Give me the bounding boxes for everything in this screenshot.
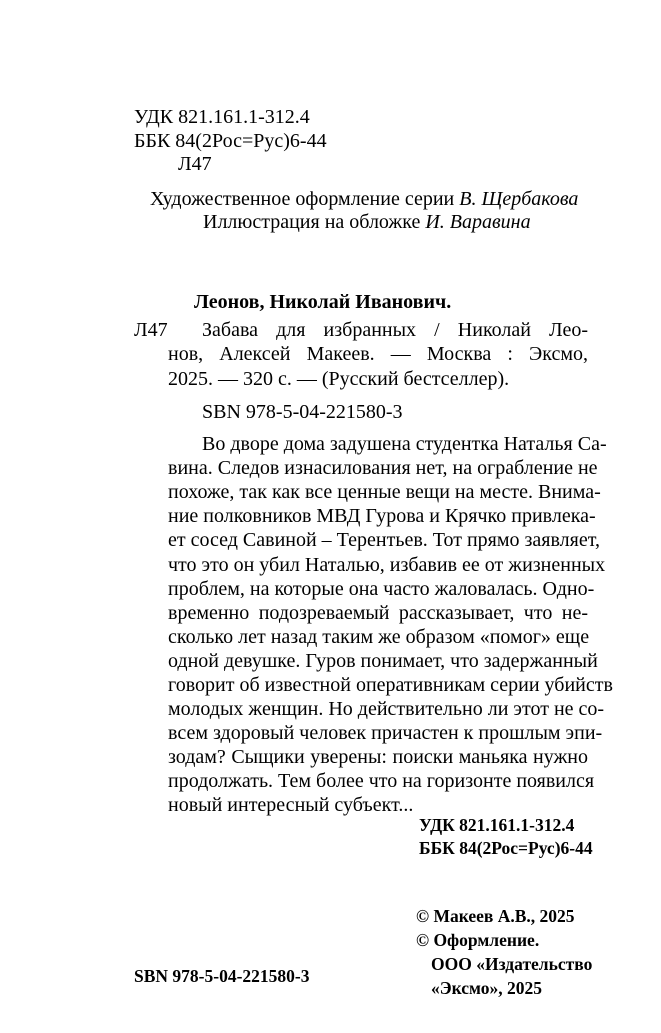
annotation-line: молодых женщин. Но действительно ли этот не со- — [168, 698, 605, 720]
credit-design-prefix: Художественное оформление серии — [150, 188, 460, 210]
annotation-line: ет сосед Савиной – Терентьев. Тот прямо заявляет, — [168, 529, 600, 551]
annotation-line: зодам? Сыщики уверены: поиски маньяка нужно — [168, 746, 588, 768]
footer-isbn: SBN 978-5-04-221580-3 — [134, 966, 310, 986]
udk-classification: УДК 821.161.1-312.4 — [419, 815, 575, 835]
annotation-line: вина. Следов изнасилования нет, на ограбление не — [168, 457, 598, 479]
copyright-line: «Эксмо», 2025 — [431, 978, 542, 998]
annotation-line: сколько лет назад таким же образом «помог» еще — [168, 626, 590, 648]
record-isbn: SBN 978-5-04-221580-3 — [202, 401, 403, 423]
credit-cover-prefix: Иллюстрация на обложке — [203, 211, 426, 233]
record-line: нов, Алексей Макеев. — Москва : Эксмо, — [168, 343, 588, 365]
record-line: Забава для избранных / Николай Лео- — [202, 319, 588, 341]
bbk-classification: ББК 84(2Рос=Рус)6-44 — [419, 838, 593, 858]
credit-cover-name: И. Варавина — [425, 211, 531, 233]
credit-design-name: В. Щербакова — [459, 188, 579, 210]
annotation-line: новый интересный субъект... — [168, 794, 414, 816]
copyright-line: ООО «Издательство — [431, 954, 593, 974]
author-mark-header: Л47 — [178, 153, 212, 175]
annotation-line: говорит об известной оперативникам серии убийств — [168, 674, 613, 696]
annotation-line: похоже, так как все ценные вещи на месте. Внима- — [168, 481, 601, 503]
annotation-line: одной девушке. Гуров понимает, что задержанный — [168, 650, 598, 672]
annotation-line: всем здоровый человек причастен к прошлым эпи- — [168, 722, 603, 744]
author-heading: Леонов, Николай Иванович. — [194, 291, 452, 313]
annotation-line: что это он убил Наталью, избавив ее от жизненных — [168, 554, 606, 576]
annotation-line: ние полковников МВД Гурова и Крячко привлека- — [168, 505, 596, 527]
credit-design — [150, 189, 578, 209]
copyright-line: © Макеев А.В., 2025 — [416, 906, 575, 926]
author-mark: Л47 — [134, 319, 168, 341]
annotation-line: Во дворе дома задушена студентка Наталья Са- — [202, 433, 607, 455]
annotation-line: проблем, на которые она часто жаловалась. Одно- — [168, 578, 595, 600]
annotation-line: продолжать. Тем более что на горизонте появился — [168, 770, 595, 792]
record-line: 2025. — 320 с. — (Русский бестселлер). — [168, 368, 510, 390]
credit-cover — [203, 212, 531, 232]
bbk-header: ББК 84(2Рос=Рус)6-44 — [134, 130, 327, 152]
udk-header: УДК 821.161.1-312.4 — [134, 106, 310, 128]
annotation-line: временно подозреваемый рассказывает, что не- — [168, 602, 588, 624]
copyright-line: © Оформление. — [416, 930, 540, 950]
